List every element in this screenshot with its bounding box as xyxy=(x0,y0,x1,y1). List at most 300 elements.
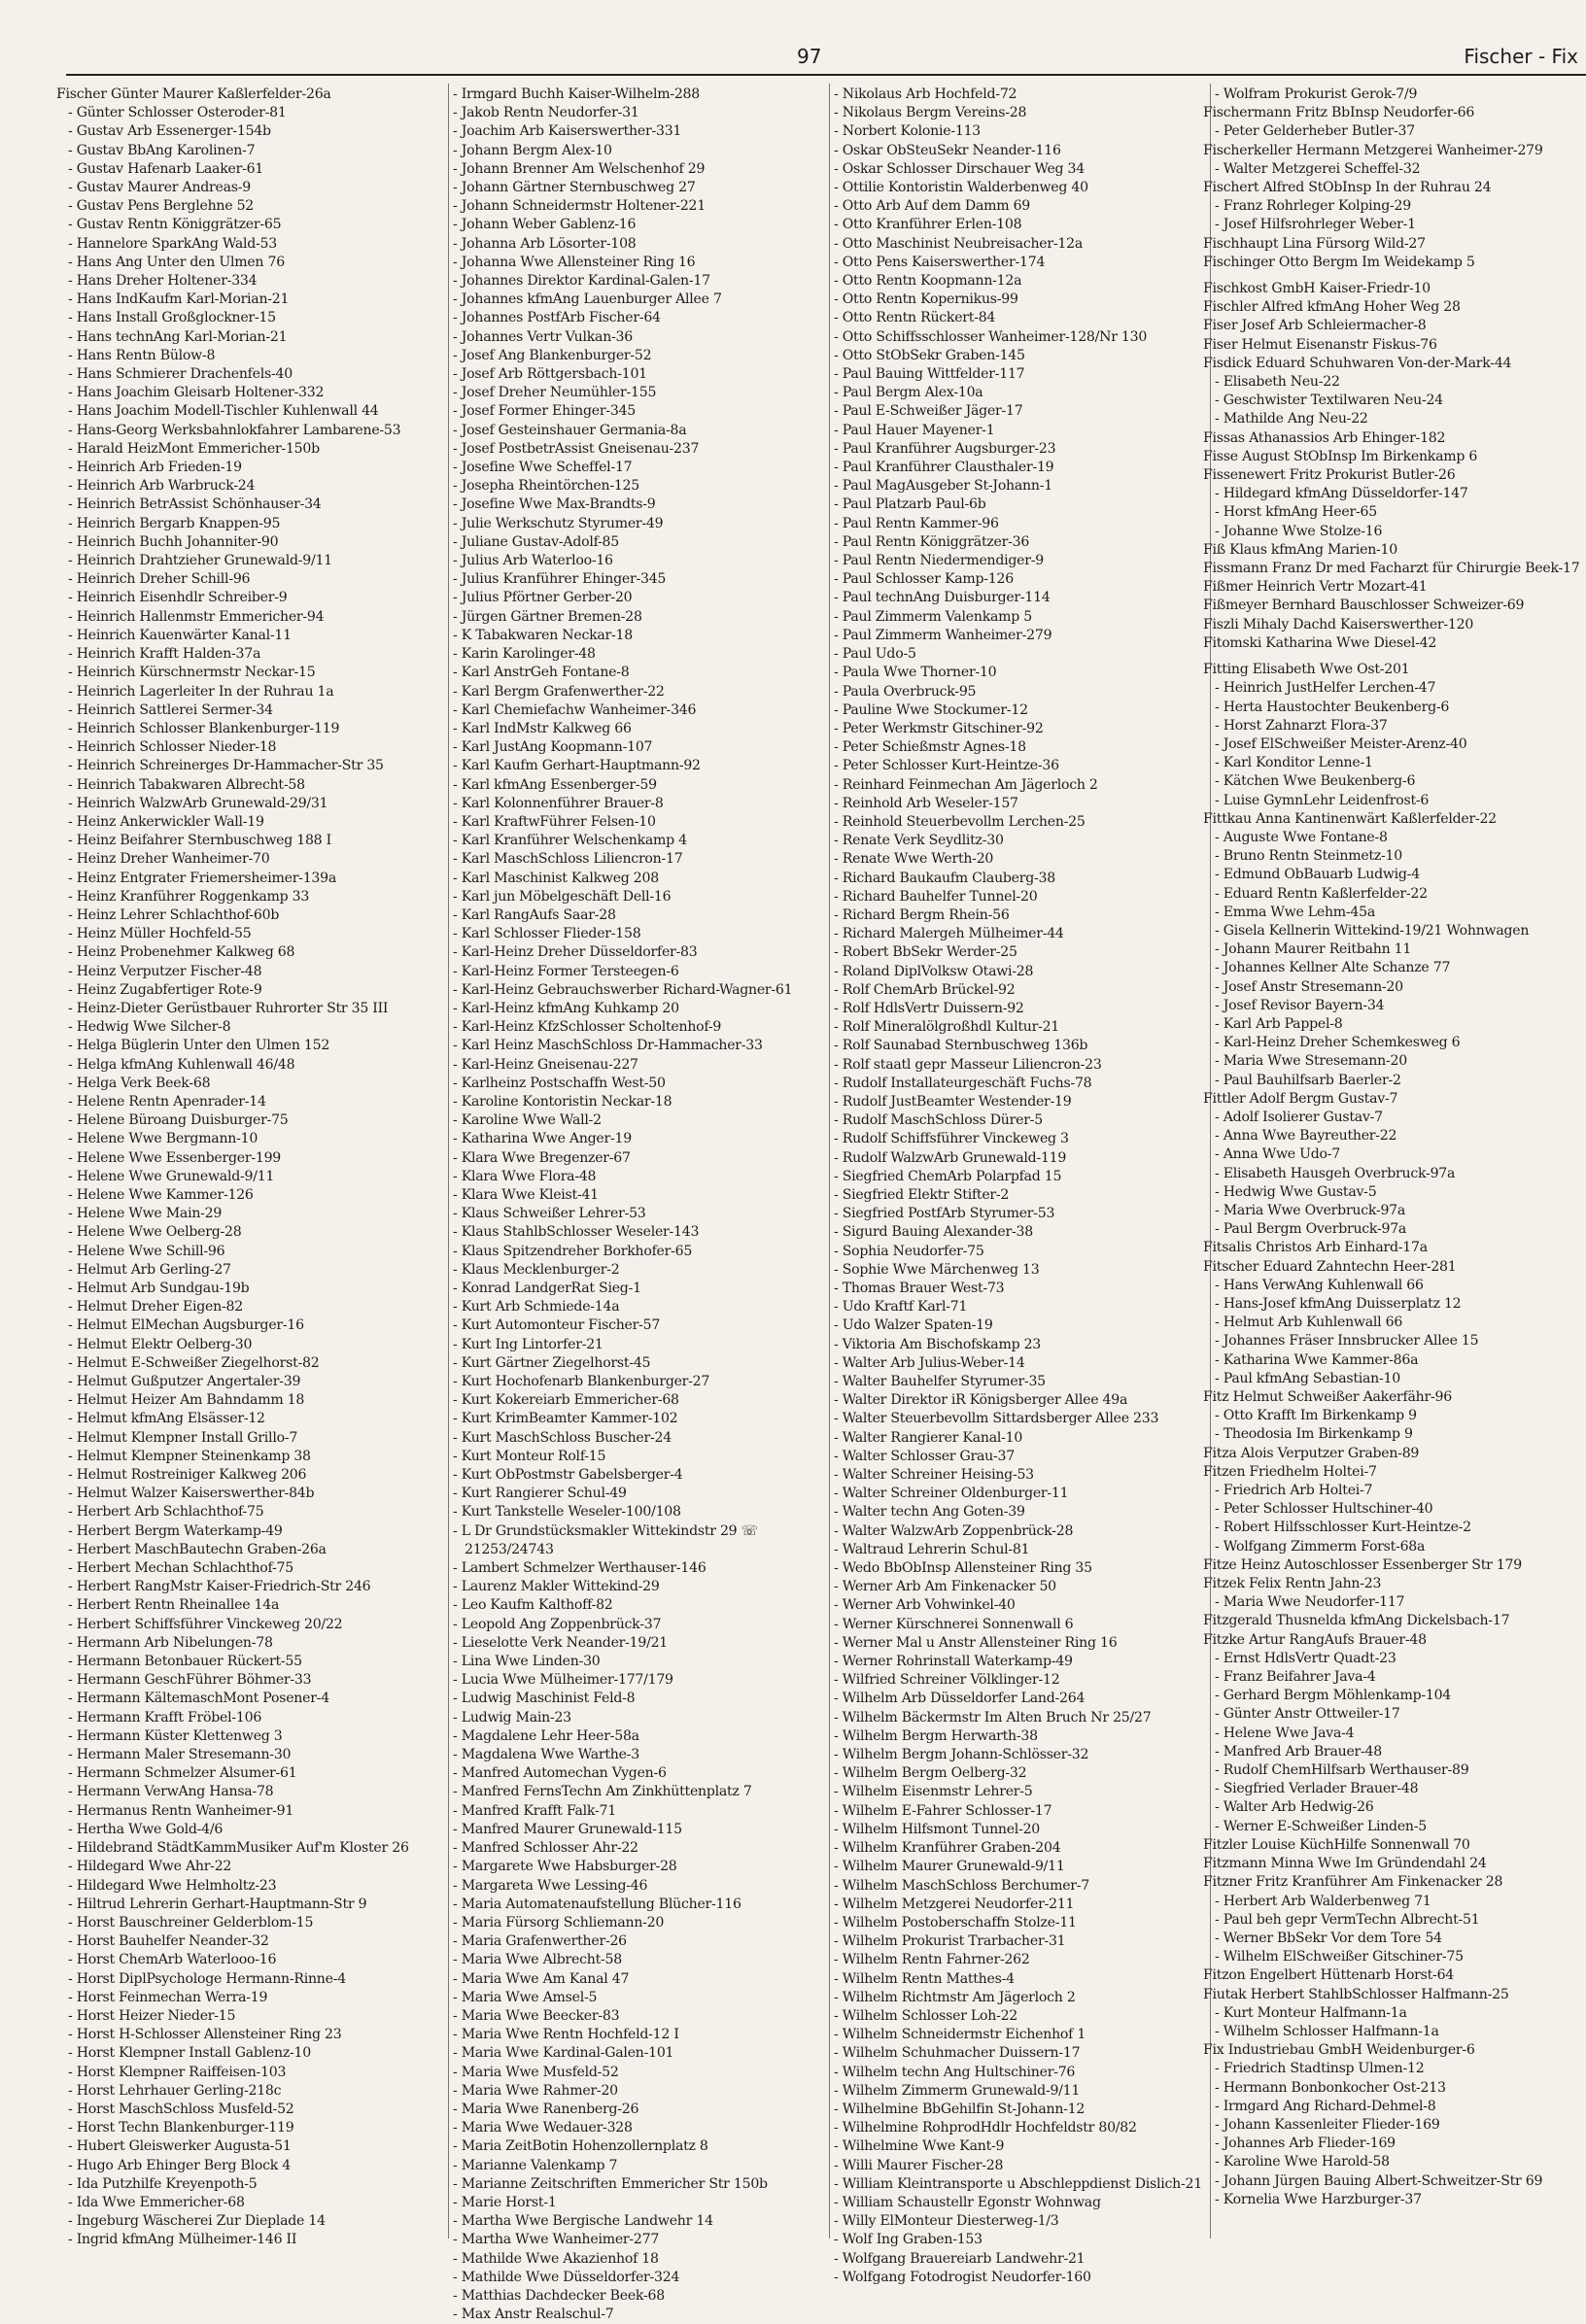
directory-entry: - Walter Schreiner Oldenburger-11 xyxy=(834,1486,1069,1502)
directory-entry: - Horst Lehrhauer Gerling-218c xyxy=(68,2082,282,2099)
directory-entry: - Helene Wwe Grunewald-9/11 xyxy=(68,1168,275,1184)
directory-entry: - Rolf Saunabad Sternbuschweg 136b xyxy=(834,1038,1088,1054)
directory-entry: - Heinrich Lagerleiter In der Ruhrau 1a xyxy=(68,683,334,700)
directory-entry: Fischhaupt Lina Fürsorg Wild-27 xyxy=(1203,235,1426,252)
directory-entry: - Werner E-Schweißer Linden-5 xyxy=(1215,1818,1427,1834)
directory-entry: - Johann Weber Gablenz-16 xyxy=(453,217,637,233)
directory-entry: - Nikolaus Bergm Vereins-28 xyxy=(834,105,1027,121)
directory-entry: - Herta Haustochter Beukenberg-6 xyxy=(1215,699,1450,715)
directory-entry: - Siegfried Verlader Brauer-48 xyxy=(1215,1781,1419,1797)
directory-entry: - Karl RangAufs Saar-28 xyxy=(453,906,616,923)
directory-entry: - Herbert MaschBautechn Graben-26a xyxy=(68,1541,327,1557)
directory-entry: - Helmut Arb Kuhlenwall 66 xyxy=(1215,1315,1403,1331)
directory-entry: - Helene Wwe Java-4 xyxy=(1215,1725,1355,1741)
directory-entry: - Helmut Gußputzer Angertaler-39 xyxy=(68,1374,301,1390)
directory-entry: - Irmgard Buchh Kaiser-Wilhelm-288 xyxy=(453,86,700,102)
directory-entry: - Günter Schlosser Osteroder-81 xyxy=(68,105,287,121)
directory-entry: - Geschwister Textilwaren Neu-24 xyxy=(1215,393,1443,409)
directory-entry: - Karl-Heinz Dreher Schemkesweg 6 xyxy=(1215,1035,1461,1051)
directory-entry: - Otto Rentn Rückert-84 xyxy=(834,310,996,326)
directory-entry: - Hans Schmierer Drachenfels-40 xyxy=(68,366,293,383)
directory-entry: - Walter Schreiner Heising-53 xyxy=(834,1467,1034,1484)
directory-entry: - Paul Rentn Kammer-96 xyxy=(834,515,999,531)
directory-entry: - Karl JustAng Koopmann-107 xyxy=(453,739,653,756)
directory-entry: - Hermann Betonbauer Rückert-55 xyxy=(68,1654,302,1670)
directory-entry: - Siegfried PostfArb Styrumer-53 xyxy=(834,1206,1055,1222)
directory-entry: - Paul Bauing Wittfelder-117 xyxy=(834,366,1025,383)
directory-entry: - Kurt Gärtner Ziegelhorst-45 xyxy=(453,1354,651,1371)
directory-entry: - Herbert Schiffsführer Vinckeweg 20/22 xyxy=(68,1616,343,1632)
directory-entry: - Heinrich Eisenhdlr Schreiber-9 xyxy=(68,590,288,606)
directory-entry: - Helene Wwe Kammer-126 xyxy=(68,1186,254,1203)
directory-entry: - Hermanus Rentn Wanheimer-91 xyxy=(68,1802,294,1819)
directory-entry: - Gustav Maurer Andreas-9 xyxy=(68,180,251,196)
directory-entry: - Wilhelm Rentn Matthes-4 xyxy=(834,1970,1015,1987)
directory-entry: - Otto StObSekr Graben-145 xyxy=(834,347,1025,363)
directory-entry: - Hugo Arb Ehinger Berg Block 4 xyxy=(68,2157,291,2173)
directory-entry: - Wilhelm Postoberschaffn Stolze-11 xyxy=(834,1914,1077,1931)
directory-entry: - Martha Wwe Wanheimer-277 xyxy=(453,2232,660,2248)
directory-entry: - Josef PostbetrAssist Gneisenau-237 xyxy=(453,440,700,457)
directory-entry: - Wilhelm Schlosser Loh-22 xyxy=(834,2007,1018,2024)
directory-entry: - Ludwig Maschinist Feld-8 xyxy=(453,1691,636,1707)
directory-entry: - Horst kfmAng Heer-65 xyxy=(1215,504,1377,521)
directory-entry: - Marie Horst-1 xyxy=(453,2194,557,2210)
directory-entry: - Rudolf WalzwArb Grunewald-119 xyxy=(834,1149,1067,1166)
directory-entry: - Maria Wwe Ranenberg-26 xyxy=(453,2101,639,2117)
directory-entry: - Rudolf MaschSchloss Dürer-5 xyxy=(834,1112,1043,1129)
directory-entry: - Johannes Arb Flieder-169 xyxy=(1215,2136,1396,2152)
directory-entry: - Horst Bauhelfer Neander-32 xyxy=(68,1933,269,1950)
directory-entry: - Marianne Valenkamp 7 xyxy=(453,2157,618,2173)
directory-entry: - Wilhelm Bäckermstr Im Alten Bruch Nr 25/27 xyxy=(834,1709,1152,1726)
directory-entry: - Horst Feinmechan Werra-19 xyxy=(68,1989,268,2005)
directory-entry: - Hedwig Wwe Silcher-8 xyxy=(68,1019,231,1036)
directory-entry: - Sigurd Bauing Alexander-38 xyxy=(834,1224,1033,1241)
directory-entry: - Willi Maurer Fischer-28 xyxy=(834,2157,1004,2173)
directory-entry: - Sophia Neudorfer-75 xyxy=(834,1243,984,1259)
directory-entry: - Manfred Arb Brauer-48 xyxy=(1215,1743,1382,1760)
directory-entry: - Josef Hilfsrohrleger Weber-1 xyxy=(1215,217,1416,233)
directory-entry: - Kornelia Wwe Harzburger-37 xyxy=(1215,2191,1422,2207)
directory-entry: - Johann Maurer Reitbahn 11 xyxy=(1215,941,1412,958)
column-4 xyxy=(1203,85,1582,2244)
directory-entry: - Margareta Wwe Lessing-46 xyxy=(453,1877,648,1894)
directory-entry: - Hildebrand StädtKammMusiker Auf'm Kloster 26 xyxy=(68,1840,409,1857)
directory-entry: - Leo Kaufm Kalthoff-82 xyxy=(453,1597,613,1614)
directory-entry: - Anna Wwe Udo-7 xyxy=(1215,1146,1340,1163)
directory-entry: - Heinrich Kürschnermstr Neckar-15 xyxy=(68,665,316,681)
directory-entry: Fitzler Louise KüchHilfe Sonnenwall 70 xyxy=(1203,1836,1470,1853)
directory-entry: Fiszli Mihaly Dachd Kaiserswerther-120 xyxy=(1203,616,1474,632)
directory-entry: - Maria Wwe Beecker-83 xyxy=(453,2007,620,2024)
directory-entry: - Lieselotte Verk Neander-19/21 xyxy=(453,1634,669,1651)
directory-entry: - Hans IndKaufm Karl-Morian-21 xyxy=(68,291,290,308)
directory-entry: - Maria Wwe Kardinal-Galen-101 xyxy=(453,2045,674,2062)
directory-entry: - Karl-Heinz KfzSchlosser Scholtenhof-9 xyxy=(453,1019,722,1036)
directory-entry: - Johannes Vertr Vulkan-36 xyxy=(453,328,633,345)
directory-entry: - Heinrich Dreher Schill-96 xyxy=(68,571,251,588)
directory-entry: - Wilhelm Schuhmacher Duissern-17 xyxy=(834,2045,1081,2062)
directory-entry: - Johanna Wwe Allensteiner Ring 16 xyxy=(453,254,696,270)
directory-entry: - Hermann VerwAng Hansa-78 xyxy=(68,1784,274,1800)
directory-entry: - Helene Wwe Bergmann-10 xyxy=(68,1131,259,1147)
directory-entry: - Karl jun Möbelgeschäft Dell-16 xyxy=(453,888,672,905)
directory-entry: - Hildegard Wwe Ahr-22 xyxy=(68,1859,232,1875)
directory-entry: Fischinger Otto Bergm Im Weidekamp 5 xyxy=(1203,254,1475,270)
directory-entry: - Hertha Wwe Gold-4/6 xyxy=(68,1821,224,1837)
directory-entry: - Siegfried Elektr Stifter-2 xyxy=(834,1186,1010,1203)
directory-entry: - Walter Rangierer Kanal-10 xyxy=(834,1429,1023,1446)
directory-entry: - Udo Walzer Spaten-19 xyxy=(834,1317,993,1334)
directory-entry: - Gerhard Bergm Möhlenkamp-104 xyxy=(1215,1688,1452,1704)
header-rule xyxy=(66,74,1586,76)
directory-entry: - Wilhelm Prokurist Trarbacher-31 xyxy=(834,1933,1066,1950)
directory-entry: - Josef Anstr Stresemann-20 xyxy=(1215,978,1403,995)
directory-entry: - Walter Steuerbevollm Sittardsberger Allee 233 xyxy=(834,1411,1159,1427)
directory-entry: - Maria Grafenwerther-26 xyxy=(453,1933,627,1950)
directory-entry: - Karl MaschSchloss Liliencron-17 xyxy=(453,851,683,868)
directory-entry: - Adolf Isolierer Gustav-7 xyxy=(1215,1109,1383,1125)
directory-entry: - Udo Kraftf Karl-71 xyxy=(834,1299,968,1316)
directory-entry: - Maria Wwe Overbruck-97a xyxy=(1215,1202,1406,1218)
directory-entry: - Heinz-Dieter Gerüstbauer Ruhrorter Str 35 III xyxy=(68,1000,389,1016)
directory-entry: - Helga Büglerin Unter den Ulmen 152 xyxy=(68,1038,330,1054)
directory-entry: - Josef Arb Röttgersbach-101 xyxy=(453,366,647,383)
directory-entry: - Eduard Rentn Kaßlerfelder-22 xyxy=(1215,885,1428,902)
directory-entry: - Wolfgang Fotodrogist Neudorfer-160 xyxy=(834,2269,1091,2285)
directory-entry: - Karl-Heinz Gebrauchswerber Richard-Wagner-61 xyxy=(453,981,793,998)
directory-entry: - Walter Arb Hedwig-26 xyxy=(1215,1799,1374,1816)
directory-entry: - Werner BbSekr Vor dem Tore 54 xyxy=(1215,1930,1442,1946)
directory-entry: - Josefine Wwe Scheffel-17 xyxy=(453,460,633,476)
directory-entry: - Auguste Wwe Fontane-8 xyxy=(1215,829,1388,845)
directory-entry: - Helmut Klempner Install Grillo-7 xyxy=(68,1429,298,1446)
directory-entry: - Ida Putzhilfe Kreyenpoth-5 xyxy=(68,2175,258,2192)
directory-entry: - Wilhelm Bergm Johann-Schlösser-32 xyxy=(834,1747,1089,1763)
directory-entry: - Helmut ElMechan Augsburger-16 xyxy=(68,1317,304,1334)
directory-entry: - Friedrich Arb Holtei-7 xyxy=(1215,1483,1373,1499)
directory-entry: - William Schaustellr Egonstr Wohnwag xyxy=(834,2194,1101,2210)
directory-entry: - Hans Ang Unter den Ulmen 76 xyxy=(68,254,285,270)
directory-entry: - Helene Büroang Duisburger-75 xyxy=(68,1112,289,1129)
directory-entry: - Heinrich Schlosser Blankenburger-119 xyxy=(68,720,340,736)
directory-entry: - Reinhard Feinmechan Am Jägerloch 2 xyxy=(834,776,1098,793)
column-divider xyxy=(1210,84,1211,2239)
directory-entry: - Helene Wwe Main-29 xyxy=(68,1206,223,1222)
directory-entry: - Lina Wwe Linden-30 xyxy=(453,1654,601,1670)
directory-entry: - Karl IndMstr Kalkweg 66 xyxy=(453,720,632,736)
directory-entry: - Magdalene Lehr Heer-58a xyxy=(453,1727,639,1744)
directory-entry: - Heinz Entgrater Friemersheimer-139a xyxy=(68,870,336,886)
directory-entry: - Peter Schlosser Hultschiner-40 xyxy=(1215,1501,1433,1518)
directory-entry: - Günter Anstr Ottweiler-17 xyxy=(1215,1706,1400,1723)
directory-entry: Fissenewert Fritz Prokurist Butler-26 xyxy=(1203,467,1456,484)
directory-entry: - Hermann KältemaschMont Posener-4 xyxy=(68,1691,329,1707)
directory-entry: - Walter Metzgerei Scheffel-32 xyxy=(1215,160,1421,177)
directory-entry: - Richard Malergeh Mülheimer-44 xyxy=(834,926,1064,942)
directory-entry: Fitscher Eduard Zahntechn Heer-281 xyxy=(1203,1258,1457,1275)
directory-entry: - Josef Revisor Bayern-34 xyxy=(1215,997,1385,1013)
directory-entry: - Ottilie Kontoristin Walderbenweg 40 xyxy=(834,180,1088,196)
directory-entry: - Kurt Tankstelle Weseler-100/108 xyxy=(453,1504,681,1521)
directory-entry: - Peter Werkmstr Gitschiner-92 xyxy=(834,720,1044,736)
directory-entry: - Bruno Rentn Steinmetz-10 xyxy=(1215,848,1402,865)
directory-entry: - Hermann Bonbonkocher Ost-213 xyxy=(1215,2079,1446,2096)
directory-entry: - Wilhelm Hilfsmont Tunnel-20 xyxy=(834,1821,1041,1837)
directory-entry: Fitzek Felix Rentn Jahn-23 xyxy=(1203,1576,1382,1592)
directory-entry: - Rudolf Schiffsführer Vinckeweg 3 xyxy=(834,1131,1069,1147)
directory-entry: - Kurt Monteur Rolf-15 xyxy=(453,1448,606,1464)
directory-entry: - Horst MaschSchloss Musfeld-52 xyxy=(68,2101,294,2117)
directory-entry: Fischkost GmbH Kaiser-Friedr-10 xyxy=(1203,281,1431,297)
directory-entry: - Julius Arb Waterloo-16 xyxy=(453,553,613,569)
directory-entry: - Walter Direktor iR Königsberger Allee 49a xyxy=(834,1392,1128,1409)
directory-entry: - Gustav BbAng Karolinen-7 xyxy=(68,142,256,158)
directory-entry: - Margarete Wwe Habsburger-28 xyxy=(453,1859,677,1875)
directory-entry: - Paul Zimmerm Wanheimer-279 xyxy=(834,627,1052,643)
directory-entry: - Joachim Arb Kaiserswerther-331 xyxy=(453,123,682,140)
directory-entry: - Wolf Ing Graben-153 xyxy=(834,2232,983,2248)
directory-entry: - Siegfried ChemArb Polarpfad 15 xyxy=(834,1168,1062,1184)
directory-entry: - Walter WalzwArb Zoppenbrück-28 xyxy=(834,1522,1074,1539)
directory-entry: Fitzmann Minna Wwe Im Gründendahl 24 xyxy=(1203,1856,1487,1872)
directory-entry: - Manfred Maurer Grunewald-115 xyxy=(453,1821,682,1837)
directory-entry: - Rolf ChemArb Brückel-92 xyxy=(834,981,1016,998)
directory-entry: Fitzen Friedhelm Holtei-7 xyxy=(1203,1463,1377,1480)
directory-entry: - Johannes Fräser Innsbrucker Allee 15 xyxy=(1215,1333,1479,1350)
directory-entry: - Herbert Arb Schlachthof-75 xyxy=(68,1504,264,1521)
directory-entry: Fisse August StObInsp Im Birkenkamp 6 xyxy=(1203,448,1478,464)
page-number: 97 xyxy=(797,45,822,68)
column-3 xyxy=(834,85,1205,2285)
directory-entry: - Renate Wwe Werth-20 xyxy=(834,851,994,868)
directory-entry: - Elisabeth Neu-22 xyxy=(1215,374,1340,391)
directory-entry: - Ingrid kfmAng Mülheimer-146 II xyxy=(68,2232,297,2248)
directory-entry: - Josef Ang Blankenburger-52 xyxy=(453,347,652,363)
column-2 xyxy=(453,85,824,2323)
directory-entry: - Werner Arb Vohwinkel-40 xyxy=(834,1597,1016,1614)
directory-entry: - Peter Schlosser Kurt-Heintze-36 xyxy=(834,758,1059,774)
directory-entry: - Karl Bergm Grafenwerther-22 xyxy=(453,683,665,700)
directory-entry: - Johannes kfmAng Lauenburger Allee 7 xyxy=(453,291,722,308)
directory-entry: - Leopold Ang Zoppenbrück-37 xyxy=(453,1616,662,1632)
directory-entry: - Wilhelm Schneidermstr Eichenhof 1 xyxy=(834,2027,1086,2043)
directory-entry: - Waltraud Lehrerin Schul-81 xyxy=(834,1541,1030,1557)
directory-entry: - Heinrich WalzwArb Grunewald-29/31 xyxy=(68,795,328,811)
directory-entry: - Wilhelm ElSchweißer Gitschiner-75 xyxy=(1215,1949,1464,1965)
directory-entry: - Helmut Dreher Eigen-82 xyxy=(68,1299,243,1316)
directory-entry: - Paul Rentn Niedermendiger-9 xyxy=(834,553,1044,569)
directory-entry: - Horst ChemArb Waterlooo-16 xyxy=(68,1952,277,1968)
directory-entry: Fitzgerald Thusnelda kfmAng Dickelsbach-17 xyxy=(1203,1613,1510,1629)
directory-entry: - Helmut Klempner Steinenkamp 38 xyxy=(68,1448,311,1464)
directory-entry: - Karl Konditor Lenne-1 xyxy=(1215,755,1373,771)
column-1 xyxy=(56,85,445,2248)
directory-entry: - Paul Udo-5 xyxy=(834,646,916,663)
directory-entry: - Maria Wwe Am Kanal 47 xyxy=(453,1970,630,1987)
directory-entry: - Paul Rentn Königgrätzer-36 xyxy=(834,533,1030,550)
directory-entry: - Karl Heinz MaschSchloss Dr-Hammacher-33 xyxy=(453,1038,763,1054)
directory-entry: - Karl-Heinz Former Tersteegen-6 xyxy=(453,963,679,979)
directory-entry: - Josef Dreher Neumühler-155 xyxy=(453,385,657,401)
directory-entry: - Ludwig Main-23 xyxy=(453,1709,571,1726)
directory-entry: - Paul Bergm Overbruck-97a xyxy=(1215,1221,1407,1238)
directory-entry: - Josef ElSchweißer Meister-Arenz-40 xyxy=(1215,735,1467,752)
directory-entry: - Klara Wwe Bregenzer-67 xyxy=(453,1149,631,1166)
directory-entry: - Anna Wwe Bayreuther-22 xyxy=(1215,1128,1397,1145)
directory-entry: - Wilhelm Schlosser Halfmann-1a xyxy=(1215,2023,1439,2039)
directory-entry: - Heinz Beifahrer Sternbuschweg 188 I xyxy=(68,833,331,849)
directory-entry: Fissas Athanassios Arb Ehinger-182 xyxy=(1203,429,1446,446)
directory-entry: - Heinz Probenehmer Kalkweg 68 xyxy=(68,944,295,961)
directory-entry: Fißmeyer Bernhard Bauschlosser Schweizer-69 xyxy=(1203,598,1525,614)
directory-entry: - Johannes Direktor Kardinal-Galen-17 xyxy=(453,273,710,290)
directory-entry: - Karl-Heinz kfmAng Kuhkamp 20 xyxy=(453,1000,679,1016)
directory-entry: - Jürgen Gärtner Bremen-28 xyxy=(453,608,642,625)
directory-entry: - Paul technAng Duisburger-114 xyxy=(834,590,1051,606)
directory-entry: - Heinrich Buchh Johanniter-90 xyxy=(68,533,279,550)
directory-entry: - Johann Kassenleiter Flieder-169 xyxy=(1215,2116,1440,2133)
directory-entry: - Helmut Heizer Am Bahndamm 18 xyxy=(68,1392,305,1409)
directory-entry: - Paul Schlosser Kamp-126 xyxy=(834,571,1014,588)
directory-entry: - Josefine Wwe Max-Brandts-9 xyxy=(453,496,656,513)
directory-entry: - Kurt MaschSchloss Buscher-24 xyxy=(453,1429,672,1446)
directory-entry: - Hermann Küster Klettenweg 3 xyxy=(68,1727,283,1744)
running-head: Fischer - Fix xyxy=(1464,45,1578,68)
directory-entry: - Hiltrud Lehrerin Gerhart-Hauptmann-Str 9 xyxy=(68,1896,367,1912)
directory-entry: - Paul MagAusgeber St-Johann-1 xyxy=(834,478,1052,495)
directory-entry: - Walter Schlosser Grau-37 xyxy=(834,1448,1015,1464)
directory-entry: - Wilhelm Metzgerei Neudorfer-211 xyxy=(834,1896,1075,1912)
directory-entry: - Johannes Kellner Alte Schanze 77 xyxy=(1215,960,1451,976)
directory-entry: - Otto Rentn Kopernikus-99 xyxy=(834,291,1018,308)
directory-entry: - Hans Joachim Gleisarb Holtener-332 xyxy=(68,385,325,401)
directory-entry: - Pauline Wwe Stockumer-12 xyxy=(834,701,1028,718)
directory-entry: - Maria Wwe Rentn Hochfeld-12 I xyxy=(453,2027,679,2043)
directory-entry: - Maria Wwe Rahmer-20 xyxy=(453,2082,618,2099)
directory-entry: Fischerkeller Hermann Metzgerei Wanheimer-279 xyxy=(1203,142,1543,158)
directory-entry: - Josef Gesteinshauer Germania-8a xyxy=(453,422,687,438)
directory-entry: - L Dr Grundstücksmakler Wittekindstr 29 ☏ 21253/24743 xyxy=(453,1522,758,1557)
directory-entry: - Hans technAng Karl-Morian-21 xyxy=(68,328,288,345)
directory-entry: - Heinrich Schlosser Nieder-18 xyxy=(68,739,277,756)
directory-entry: - Maria Fürsorg Schliemann-20 xyxy=(453,1914,665,1931)
directory-entry: - Heinrich Kauenwärter Kanal-11 xyxy=(68,627,292,643)
directory-entry: - Hubert Gleiswerker Augusta-51 xyxy=(68,2138,292,2155)
directory-entry: - Wilhelmine RohprodHdlr Hochfeldstr 80/82 xyxy=(834,2120,1137,2136)
directory-entry: - Otto Arb Auf dem Damm 69 xyxy=(834,198,1031,215)
directory-entry: Fiß Klaus kfmAng Marien-10 xyxy=(1203,541,1397,558)
directory-entry: - Emma Wwe Lehm-45a xyxy=(1215,904,1376,920)
directory-entry: - Karl Arb Pappel-8 xyxy=(1215,1015,1343,1032)
directory-entry: - Gustav Arb Essenerger-154b xyxy=(68,123,271,140)
directory-entry: - Edmund ObBauarb Ludwig-4 xyxy=(1215,867,1420,883)
directory-entry: - Mathilde Wwe Düsseldorfer-324 xyxy=(453,2269,680,2285)
directory-entry: - Kurt Hochofenarb Blankenburger-27 xyxy=(453,1374,710,1390)
directory-entry: - Heinrich Arb Warbruck-24 xyxy=(68,478,256,495)
directory-entry: - Heinrich Hallenmstr Emmericher-94 xyxy=(68,608,325,625)
directory-entry: - Heinz Lehrer Schlachthof-60b xyxy=(68,906,280,923)
directory-entry: - Wilhelm techn Ang Hultschiner-76 xyxy=(834,2064,1076,2080)
directory-entry: - Kätchen Wwe Beukenberg-6 xyxy=(1215,773,1416,790)
directory-entry: - Paul Bergm Alex-10a xyxy=(834,385,983,401)
directory-entry: - Manfred FernsTechn Am Zinkhüttenplatz 7 xyxy=(453,1784,752,1800)
directory-entry: - Rolf HdlsVertr Duissern-92 xyxy=(834,1000,1024,1016)
directory-entry: - Lambert Schmelzer Werthauser-146 xyxy=(453,1560,707,1577)
directory-entry: - Mathilde Wwe Akazienhof 18 xyxy=(453,2250,659,2267)
directory-entry: - Wilhelm Arb Düsseldorfer Land-264 xyxy=(834,1691,1086,1707)
directory-entry: - Katharina Wwe Anger-19 xyxy=(453,1131,632,1147)
directory-entry: - Helene Wwe Oelberg-28 xyxy=(68,1224,242,1241)
directory-entry: Fischert Alfred StObInsp In der Ruhrau 24 xyxy=(1203,180,1492,196)
directory-entry: - Renate Verk Seydlitz-30 xyxy=(834,833,1004,849)
directory-entry: - Wilhelm Maurer Grunewald-9/11 xyxy=(834,1859,1065,1875)
directory-entry: - Nikolaus Arb Hochfeld-72 xyxy=(834,86,1017,102)
directory-entry: - Hans Dreher Holtener-334 xyxy=(68,273,258,290)
directory-entry: - Paul Hauer Mayener-1 xyxy=(834,422,995,438)
directory-entry: Fitomski Katharina Wwe Diesel-42 xyxy=(1203,634,1437,651)
directory-entry: - Walter Arb Julius-Weber-14 xyxy=(834,1354,1025,1371)
directory-entry: - Wilhelm Eisenmstr Lehrer-5 xyxy=(834,1784,1033,1800)
directory-entry: - Hermann Krafft Fröbel-106 xyxy=(68,1709,262,1726)
directory-entry: - Wolfgang Zimmerm Forst-68a xyxy=(1215,1538,1426,1555)
directory-entry: - Richard Baukaufm Clauberg-38 xyxy=(834,870,1055,886)
directory-entry: - Heinrich Krafft Halden-37a xyxy=(68,646,261,663)
directory-entry: - Robert BbSekr Werder-25 xyxy=(834,944,1017,961)
directory-entry: Fitzner Fritz Kranführer Am Finkenacker 28 xyxy=(1203,1874,1503,1891)
directory-entry: Fitza Alois Verputzer Graben-89 xyxy=(1203,1445,1420,1461)
directory-entry: - Wilhelmine BbGehilfin St-Johann-12 xyxy=(834,2101,1086,2117)
directory-entry: - Werner Kürschnerei Sonnenwall 6 xyxy=(834,1616,1074,1632)
directory-entry: Fischer Günter Maurer Kaßlerfelder-26a xyxy=(56,86,331,102)
directory-entry: Fischermann Fritz BbInsp Neudorfer-66 xyxy=(1203,105,1475,121)
directory-entry: - Helmut kfmAng Elsässer-12 xyxy=(68,1411,265,1427)
directory-entry: - Lucia Wwe Mülheimer-177/179 xyxy=(453,1672,673,1689)
directory-entry: - Maria ZeitBotin Hohenzollernplatz 8 xyxy=(453,2138,708,2155)
directory-entry: - Manfred Automechan Vygen-6 xyxy=(453,1765,667,1782)
directory-entry: - Karl Kranführer Welschenkamp 4 xyxy=(453,833,687,849)
directory-entry: - Maria Wwe Amsel-5 xyxy=(453,1989,598,2005)
directory-entry: - Wilhelm Kranführer Graben-204 xyxy=(834,1840,1061,1857)
directory-entry: - Theodosia Im Birkenkamp 9 xyxy=(1215,1426,1413,1443)
directory-entry: - Ida Wwe Emmericher-68 xyxy=(68,2194,245,2210)
directory-entry: - Wolfram Prokurist Gerok-7/9 xyxy=(1215,86,1418,102)
directory-entry: - Hans VerwAng Kuhlenwall 66 xyxy=(1215,1277,1424,1293)
directory-entry: - Johannes PostfArb Fischer-64 xyxy=(453,310,661,326)
directory-entry: - Thomas Brauer West-73 xyxy=(834,1281,1005,1296)
directory-entry: - Julius Kranführer Ehinger-345 xyxy=(453,571,667,588)
directory-entry: - Rudolf JustBeamter Westender-19 xyxy=(834,1093,1072,1110)
directory-entry: - Hermann Schmelzer Alsumer-61 xyxy=(68,1765,297,1782)
directory-entry: - Paula Overbruck-95 xyxy=(834,683,977,700)
directory-entry: - Horst Heizer Nieder-15 xyxy=(68,2007,236,2024)
directory-entry: - Otto Kranführer Erlen-108 xyxy=(834,217,1022,233)
directory-entry: - Helmut Arb Gerling-27 xyxy=(68,1261,231,1278)
directory-entry: Fisdick Eduard Schuhwaren Von-der-Mark-44 xyxy=(1203,355,1512,371)
directory-entry: - Hermann Arb Nibelungen-78 xyxy=(68,1634,273,1651)
directory-entry: - Otto Rentn Koopmann-12a xyxy=(834,273,1022,290)
directory-entry: - Horst Klempner Install Gablenz-10 xyxy=(68,2045,311,2062)
directory-entry: - Horst Bauschreiner Gelderblom-15 xyxy=(68,1914,314,1931)
directory-entry: - Karl kfmAng Essenberger-59 xyxy=(453,776,657,793)
directory-entry: - Helga kfmAng Kuhlenwall 46/48 xyxy=(68,1056,295,1073)
directory-entry: - Johanna Arb Lösorter-108 xyxy=(453,235,637,252)
directory-entry: - Richard Bergm Rhein-56 xyxy=(834,906,1010,923)
directory-entry: - Hedwig Wwe Gustav-5 xyxy=(1215,1183,1377,1200)
directory-entry: - Kurt Ing Lintorfer-21 xyxy=(453,1336,603,1352)
directory-entry: - Johann Brenner Am Welschenhof 29 xyxy=(453,160,706,177)
